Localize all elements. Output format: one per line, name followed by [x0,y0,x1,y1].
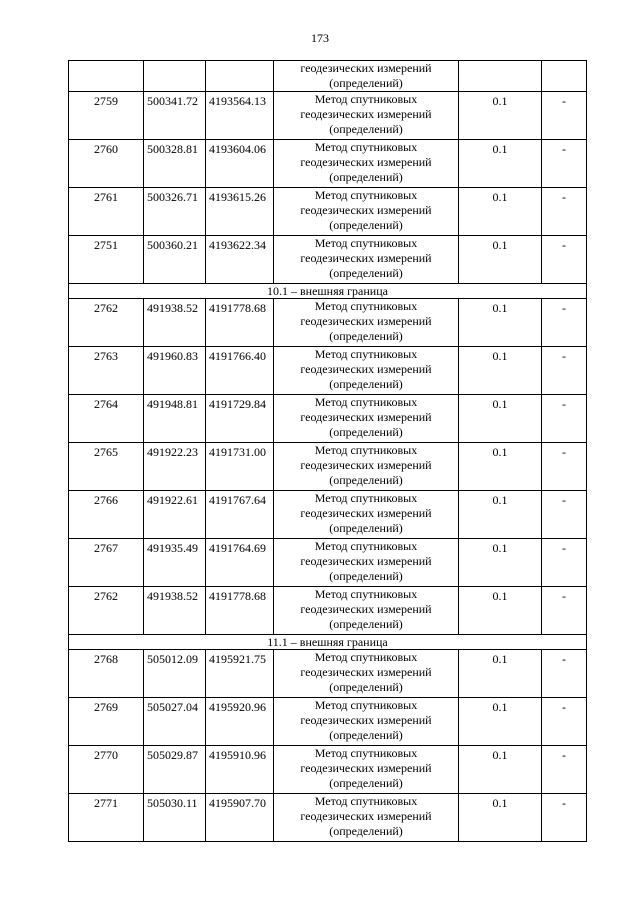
method-cell [274,347,459,395]
x-cell [144,61,206,92]
point-cell: 2771 [69,794,144,842]
method-cell [274,539,459,587]
precision-cell: 0.1 [459,92,542,140]
x-cell: 491922.23 [144,443,206,491]
method-line: Метод спутниковых [314,395,418,409]
x-cell: 491960.83 [144,347,206,395]
point-cell: 2762 [69,587,144,635]
extra-cell: - [542,395,587,443]
method-line: геодезических измерений [300,761,432,775]
x-cell: 505012.09 [144,650,206,698]
extra-cell: - [542,650,587,698]
method-line: геодезических измерений [300,602,432,616]
precision-cell: 0.1 [459,443,542,491]
y-cell: 4193564.13 [206,92,274,140]
precision-cell: 0.1 [459,188,542,236]
method-cell [274,587,459,635]
precision-cell [459,61,542,92]
extra-cell: - [542,299,587,347]
x-cell: 491935.49 [144,539,206,587]
extra-cell: - [542,443,587,491]
method-line: Метод спутниковых [314,443,418,457]
y-cell: 4193615.26 [206,188,274,236]
method-line: Метод спутниковых [314,539,418,553]
x-cell: 500360.21 [144,236,206,284]
method-line: геодезических измерений [300,155,432,169]
x-cell: 491948.81 [144,395,206,443]
table-row [69,92,587,140]
method-line: Метод спутниковых [314,92,418,106]
point-cell: 2769 [69,698,144,746]
point-cell: 2760 [69,140,144,188]
coordinates-table [68,60,587,842]
method-line: Метод спутниковых [314,491,418,505]
section-title: 11.1 – внешняя граница [69,635,587,650]
x-cell: 505027.04 [144,698,206,746]
method-line: (определений) [329,170,403,184]
precision-cell: 0.1 [459,236,542,284]
method-line: (определений) [329,218,403,232]
method-line: (определений) [329,824,403,838]
extra-cell: - [542,746,587,794]
method-line: Метод спутниковых [314,794,418,808]
y-cell: 4191778.68 [206,587,274,635]
point-cell: 2764 [69,395,144,443]
table-row [69,491,587,539]
method-line: Метод спутниковых [314,236,418,250]
method-line: (определений) [329,728,403,742]
point-cell: 2766 [69,491,144,539]
y-cell: 4191778.68 [206,299,274,347]
y-cell: 4191764.69 [206,539,274,587]
table-row [69,587,587,635]
method-cell [274,395,459,443]
x-cell: 491938.52 [144,587,206,635]
table-row [69,140,587,188]
method-cell [274,443,459,491]
method-line: (определений) [329,122,403,136]
extra-cell: - [542,587,587,635]
method-line: Метод спутниковых [314,347,418,361]
table-body [69,61,587,842]
method-line: геодезических измерений [300,458,432,472]
method-line: (определений) [329,329,403,343]
table-row [69,794,587,842]
precision-cell: 0.1 [459,650,542,698]
method-line: Метод спутниковых [314,587,418,601]
table-row [69,443,587,491]
method-line: Метод спутниковых [314,299,418,313]
table-row [69,347,587,395]
point-cell: 2751 [69,236,144,284]
method-cell [274,794,459,842]
y-cell: 4193604.06 [206,140,274,188]
precision-cell: 0.1 [459,491,542,539]
point-cell: 2768 [69,650,144,698]
table-row [69,188,587,236]
extra-cell: - [542,491,587,539]
continuation-row [69,61,587,92]
table-row [69,698,587,746]
method-line: (определений) [329,266,403,280]
precision-cell: 0.1 [459,539,542,587]
precision-cell: 0.1 [459,746,542,794]
method-line: (определений) [329,377,403,391]
extra-cell: - [542,794,587,842]
y-cell [206,61,274,92]
method-line: геодезических измерений [300,251,432,265]
point-cell: 2761 [69,188,144,236]
method-cell [274,698,459,746]
extra-cell [542,61,587,92]
method-line: геодезических измерений [300,362,432,376]
section-row [69,284,587,299]
y-cell: 4195910.96 [206,746,274,794]
page-number: 173 [311,31,329,45]
table-row [69,650,587,698]
method-line: (определений) [329,680,403,694]
extra-cell: - [542,188,587,236]
precision-cell: 0.1 [459,299,542,347]
x-cell: 500326.71 [144,188,206,236]
extra-cell: - [542,140,587,188]
method-line: (определений) [329,425,403,439]
table-row [69,395,587,443]
method-cell [274,299,459,347]
precision-cell: 0.1 [459,698,542,746]
extra-cell: - [542,92,587,140]
point-cell: 2763 [69,347,144,395]
y-cell: 4191766.40 [206,347,274,395]
extra-cell: - [542,539,587,587]
method-line: (определений) [329,617,403,631]
method-line: (определений) [329,76,403,90]
y-cell: 4191767.64 [206,491,274,539]
y-cell: 4193622.34 [206,236,274,284]
method-line: Метод спутниковых [314,746,418,760]
x-cell: 491922.61 [144,491,206,539]
precision-cell: 0.1 [459,395,542,443]
precision-cell: 0.1 [459,347,542,395]
x-cell: 505030.11 [144,794,206,842]
method-line: геодезических измерений [300,713,432,727]
method-cell [274,140,459,188]
section-row [69,635,587,650]
method-line: Метод спутниковых [314,650,418,664]
point-cell: 2770 [69,746,144,794]
method-cell [274,188,459,236]
method-cell [274,491,459,539]
table-row [69,299,587,347]
method-line: (определений) [329,569,403,583]
point-cell: 2759 [69,92,144,140]
y-cell: 4195921.75 [206,650,274,698]
method-line: геодезических измерений [300,554,432,568]
method-cell [274,61,459,92]
method-line: (определений) [329,521,403,535]
method-line: геодезических измерений [300,107,432,121]
table-row [69,539,587,587]
method-line: геодезических измерений [300,410,432,424]
method-line: (определений) [329,776,403,790]
point-cell [69,61,144,92]
point-cell: 2762 [69,299,144,347]
y-cell: 4195920.96 [206,698,274,746]
x-cell: 500328.81 [144,140,206,188]
method-line: геодезических измерений [300,665,432,679]
method-line: Метод спутниковых [314,188,418,202]
y-cell: 4195907.70 [206,794,274,842]
method-line: геодезических измерений [300,506,432,520]
precision-cell: 0.1 [459,587,542,635]
precision-cell: 0.1 [459,140,542,188]
x-cell: 500341.72 [144,92,206,140]
x-cell: 505029.87 [144,746,206,794]
method-line: геодезических измерений [300,203,432,217]
method-cell [274,236,459,284]
extra-cell: - [542,347,587,395]
extra-cell: - [542,698,587,746]
point-cell: 2765 [69,443,144,491]
method-line: геодезических измерений [300,314,432,328]
y-cell: 4191729.84 [206,395,274,443]
section-title: 10.1 – внешняя граница [69,284,587,299]
point-cell: 2767 [69,539,144,587]
precision-cell: 0.1 [459,794,542,842]
method-cell [274,746,459,794]
table-row [69,746,587,794]
extra-cell: - [542,236,587,284]
method-line: (определений) [329,473,403,487]
method-line: Метод спутниковых [314,698,418,712]
table-row [69,236,587,284]
method-cell [274,650,459,698]
x-cell: 491938.52 [144,299,206,347]
method-cell [274,92,459,140]
method-line: геодезических измерений [300,809,432,823]
y-cell: 4191731.00 [206,443,274,491]
method-line: Метод спутниковых [314,140,418,154]
method-line: геодезических измерений [300,61,432,75]
